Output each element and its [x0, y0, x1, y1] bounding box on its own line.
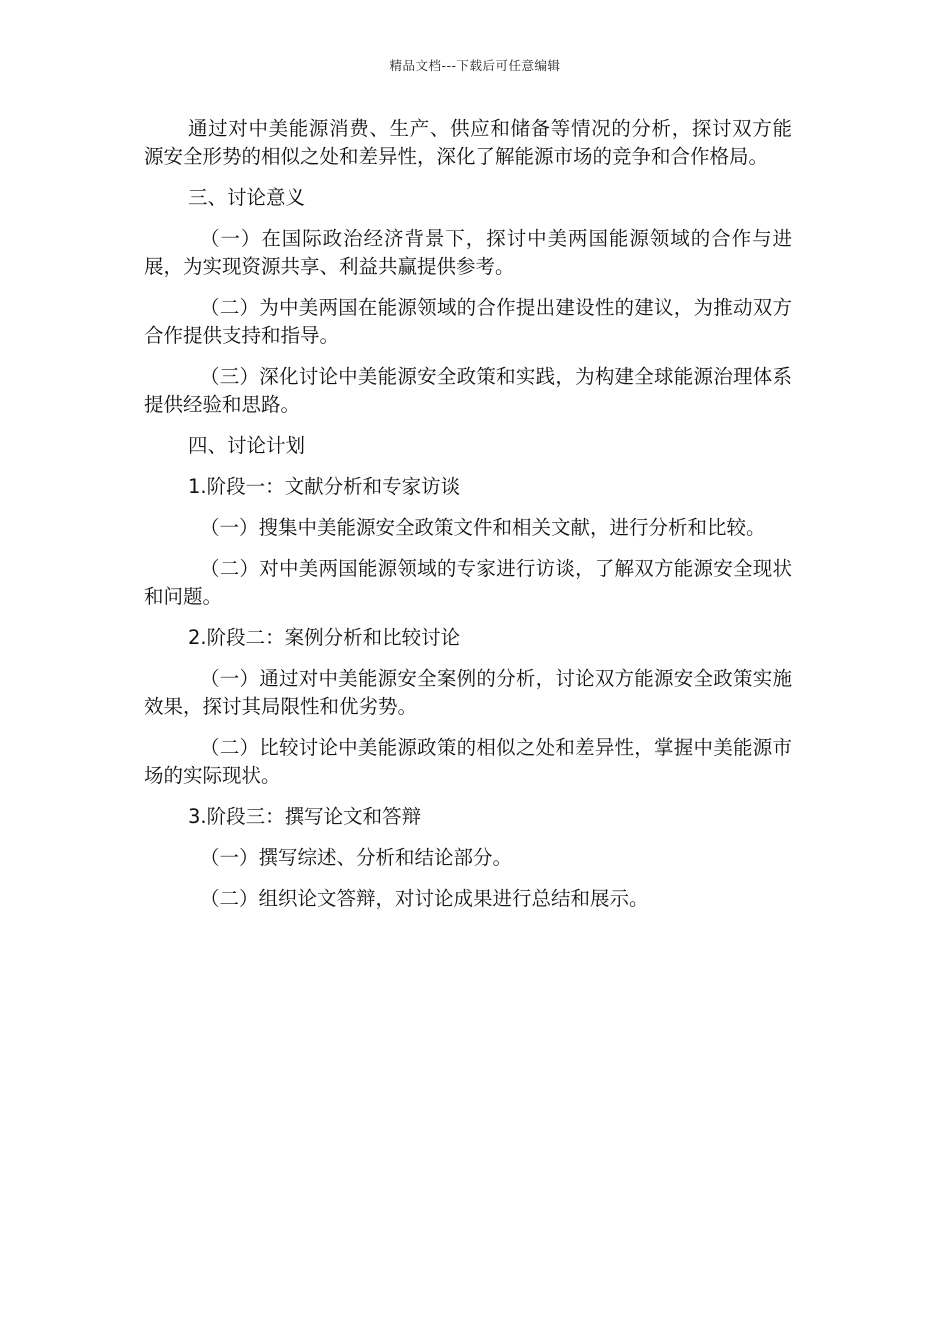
stage-1-item-2: （二）对中美两国能源领域的专家进行访谈，了解双方能源安全现状和问题。 — [144, 557, 792, 608]
stage-3-item-1: （一）撰写综述、分析和结论部分。 — [200, 846, 513, 869]
stage-1-item-1: （一）搜集中美能源安全政策文件和相关文献，进行分析和比较。 — [200, 516, 766, 539]
stage-1-heading: 1.阶段一：文献分析和专家访谈 — [188, 475, 461, 498]
stage-2-item-1: （一）通过对中美能源安全案例的分析，讨论双方能源安全政策实施效果，探讨其局限性和优劣势。 — [144, 667, 792, 718]
section-heading-plan: 四、讨论计划 — [188, 434, 306, 457]
significance-item-2: （二）为中美两国在能源领域的合作提出建设性的建议，为推动双方合作提供支持和指导。 — [144, 296, 792, 347]
stage-2-heading: 2.阶段二：案例分析和比较讨论 — [188, 626, 461, 649]
page-header: 精品文档---下载后可任意编辑 — [389, 58, 561, 73]
significance-item-1: （一）在国际政治经济背景下，探讨中美两国能源领域的合作与进展，为实现资源共享、利益共赢提供参考。 — [144, 227, 792, 278]
section-heading-significance: 三、讨论意义 — [188, 186, 306, 209]
stage-2-item-2: （二）比较讨论中美能源政策的相似之处和差异性，掌握中美能源市场的实际现状。 — [144, 736, 792, 787]
significance-item-3: （三）深化讨论中美能源安全政策和实践，为构建全球能源治理体系提供经验和思路。 — [144, 365, 792, 416]
document-body — [144, 115, 792, 926]
stage-3-heading: 3.阶段三：撰写论文和答辩 — [188, 805, 422, 828]
stage-3-item-2: （二）组织论文答辩，对讨论成果进行总结和展示。 — [200, 887, 649, 910]
intro-paragraph: 通过对中美能源消费、生产、供应和储备等情况的分析，探讨双方能源安全形势的相似之处和差异性，深化了解能源市场的竞争和合作格局。 — [144, 117, 792, 168]
